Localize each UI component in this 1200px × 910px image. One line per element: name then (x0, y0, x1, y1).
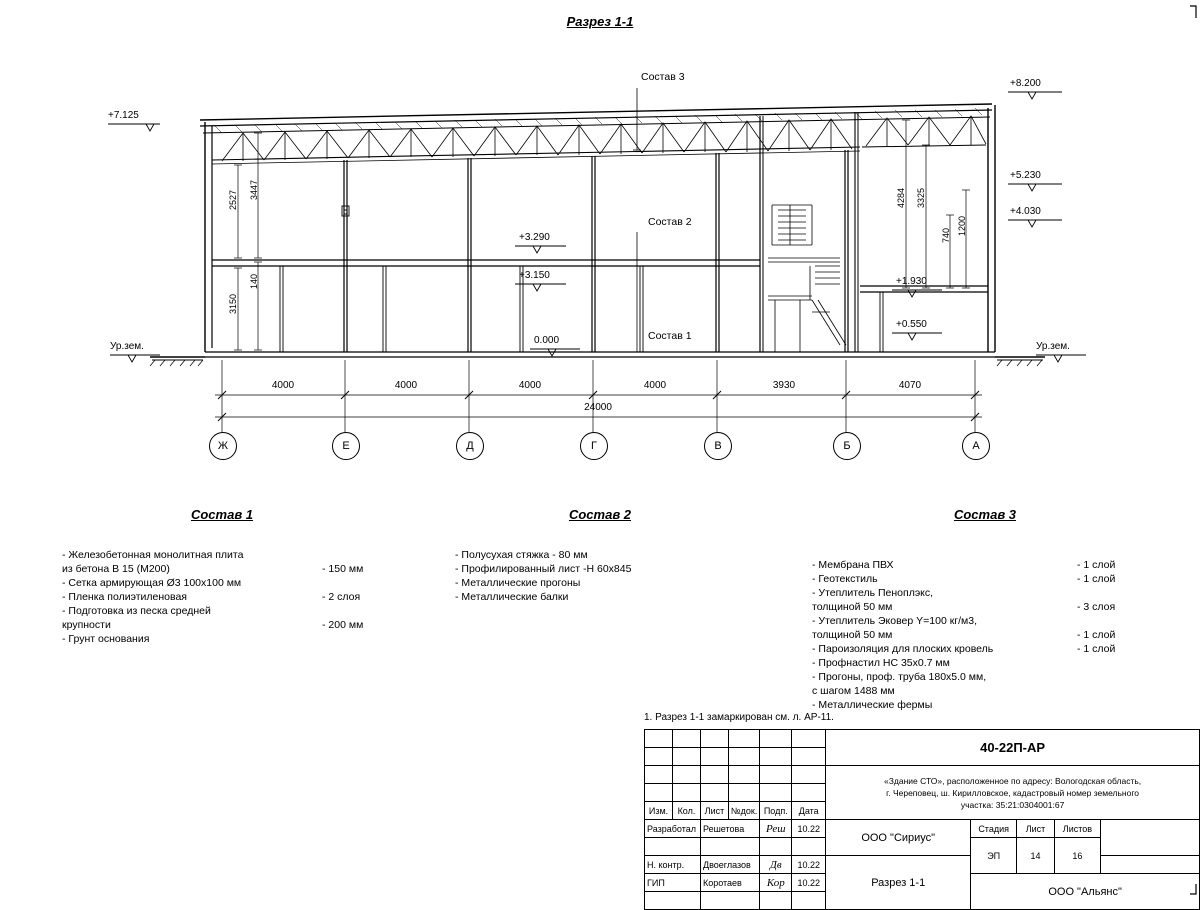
date-cell: 10.22 (792, 820, 826, 838)
object-description (826, 766, 1200, 820)
stamp-empty-cell (672, 766, 700, 784)
stamp-empty-cell (1100, 820, 1199, 856)
composition-2-title: Состав 2 (568, 507, 632, 522)
project-code: 40-22П-АР (826, 730, 1200, 766)
person-name: Двоеглазов (700, 856, 759, 874)
stamp-empty-cell (792, 748, 826, 766)
elevation-marker: +3.290 (519, 232, 550, 243)
span-dimension: 4000 (643, 380, 667, 391)
composition-1-list (62, 548, 442, 646)
lists-header: Листов (1054, 820, 1100, 838)
span-dimension: 4000 (518, 380, 542, 391)
elevation-marker: +1.930 (896, 276, 927, 287)
list-item: толщиной 50 мм - 3 слоя (812, 601, 1116, 613)
composition-3-title: Состав 3 (953, 507, 1017, 522)
signature: Дв (760, 856, 792, 874)
axis-bubble-d: Д (456, 432, 484, 460)
vertical-dimension: 140 (249, 274, 259, 290)
stamp-empty-cell (645, 892, 701, 910)
axis-bubble-g: Г (580, 432, 608, 460)
person-name: Решетова (700, 820, 759, 838)
span-dimension: 3930 (772, 380, 796, 391)
span-dimension: 4070 (898, 380, 922, 391)
col-header-ndok: №док. (728, 802, 759, 820)
vertical-dimension: 4284 (896, 188, 906, 209)
vertical-dimension: 1200 (957, 216, 967, 237)
role-label: Н. контр. (645, 856, 701, 874)
span-dimension: 4000 (271, 380, 295, 391)
stamp-empty-cell (728, 730, 759, 748)
stamp-empty-cell (645, 766, 673, 784)
elevation-marker: +7.125 (108, 110, 139, 121)
stamp-empty-cell (760, 748, 792, 766)
list-item: - Грунт основания (62, 633, 150, 645)
list-item: из бетона В 15 (М200) - 150 мм (62, 563, 364, 575)
list-item: - Металлические балки (455, 591, 569, 603)
stamp-empty-cell (645, 730, 673, 748)
stage-value: ЭП (971, 838, 1017, 874)
composition-2-list (455, 548, 775, 604)
callout-sostav-3: Состав 3 (641, 71, 685, 83)
list-item: - Полусухая стяжка - 80 мм (455, 549, 588, 561)
stamp-empty-cell (792, 784, 826, 802)
object-line-3: участка: 35:21:0304001:67 (960, 799, 1065, 810)
stamp-empty-cell (728, 748, 759, 766)
ground-level-label-right: Ур.зем. (1036, 341, 1070, 352)
col-header-data: Дата (792, 802, 826, 820)
date-cell: 10.22 (792, 856, 826, 874)
list-item: - Профнастил НС 35х0.7 мм (812, 657, 950, 669)
composition-3-list (812, 558, 1182, 712)
list-item: толщиной 50 мм - 1 слой (812, 629, 1116, 641)
vertical-dimension: 3325 (916, 188, 926, 209)
list-item: крупности - 200 мм (62, 619, 364, 631)
drawing-note: 1. Разрез 1-1 замаркирован см. л. АР-11. (644, 712, 834, 723)
col-header-podp: Подп. (760, 802, 792, 820)
object-line-2: г. Череповец, ш. Кирилловское, кадастровый номер земельного (886, 787, 1139, 798)
stamp-empty-cell (792, 766, 826, 784)
elevation-marker: +3.150 (519, 270, 550, 281)
stamp-empty-cell (645, 784, 673, 802)
ground-level-label-left: Ур.зем. (110, 341, 144, 352)
list-item: - Металлические фермы (812, 699, 933, 711)
date-cell: 10.22 (792, 874, 826, 892)
organization-top: ООО "Сириус" (826, 820, 971, 856)
axis-bubble-zh: Ж (209, 432, 237, 460)
vertical-dimension: 740 (941, 228, 951, 244)
list-item: - Геотекстиль - 1 слой (812, 573, 1116, 585)
elevation-marker: +0.550 (896, 319, 927, 330)
stage-header: Стадия (971, 820, 1017, 838)
stamp-empty-cell (1100, 856, 1199, 874)
vertical-dimension: 3447 (249, 180, 259, 201)
sheet-title: Разрез 1-1 (826, 856, 971, 910)
total-dimension: 24000 (584, 402, 612, 413)
col-header-kol: Кол. (672, 802, 700, 820)
role-label: Разработал (645, 820, 701, 838)
vertical-dimension: 2527 (228, 190, 238, 211)
organization-bottom: ООО "Альянс" (971, 874, 1200, 910)
section-title: Разрез 1-1 (566, 14, 634, 29)
stamp-empty-cell (792, 892, 826, 910)
stamp-empty-cell (728, 784, 759, 802)
list-item: - Профилированный лист -Н 60х845 (455, 563, 632, 575)
lists-value: 16 (1054, 838, 1100, 874)
col-header-izm: Изм. (645, 802, 673, 820)
stamp-empty-cell (672, 784, 700, 802)
elevation-marker: +4.030 (1010, 206, 1041, 217)
elevation-marker: +5.230 (1010, 170, 1041, 181)
signature: Реш (760, 820, 792, 838)
axis-bubble-e: Е (332, 432, 360, 460)
stamp-empty-cell (700, 748, 728, 766)
axis-bubble-a: А (962, 432, 990, 460)
axis-bubble-b: Б (833, 432, 861, 460)
stamp-empty-cell (672, 730, 700, 748)
object-line-1: «Здание СТО», расположенное по адресу: Вологодская область, (884, 775, 1142, 786)
title-block (644, 729, 1200, 910)
elevation-marker: 0.000 (534, 335, 560, 346)
list-item: - Железобетонная монолитная плита (62, 549, 244, 561)
span-dimension: 4000 (394, 380, 418, 391)
list-item: - Мембрана ПВХ - 1 слой (812, 559, 1116, 571)
col-header-list: Лист (700, 802, 728, 820)
list-item: - Подготовка из песка средней (62, 605, 211, 617)
list-header: Лист (1017, 820, 1055, 838)
list-item: - Металлические прогоны (455, 577, 581, 589)
list-item: - Утеплитель Пеноплэкс, (812, 587, 934, 599)
signature: Кор (760, 874, 792, 892)
stamp-empty-cell (700, 730, 728, 748)
stamp-empty-cell (672, 748, 700, 766)
person-name: Коротаев (700, 874, 759, 892)
stamp-empty-cell (700, 766, 728, 784)
stamp-empty-cell (760, 892, 792, 910)
list-item: - Пароизоляция для плоских кровель - 1 слой (812, 643, 1116, 655)
stamp-empty-cell (760, 838, 792, 856)
stamp-empty-cell (760, 730, 792, 748)
stamp-empty-cell (645, 748, 673, 766)
elevation-marker: +8.200 (1010, 78, 1041, 89)
role-label: ГИП (645, 874, 701, 892)
list-item: - Пленка полиэтиленовая - 2 слоя (62, 591, 361, 603)
stamp-empty-cell (760, 766, 792, 784)
list-item: с шагом 1488 мм (812, 685, 895, 697)
stamp-empty-cell (760, 784, 792, 802)
list-item: - Утеплитель Эковер Y=100 кг/м3, (812, 615, 978, 627)
vertical-dimension: 3150 (228, 294, 238, 315)
list-item: - Прогоны, проф. труба 180х5.0 мм, (812, 671, 987, 683)
callout-sostav-2: Состав 2 (648, 216, 692, 228)
stamp-empty-cell (700, 784, 728, 802)
stamp-empty-cell (792, 730, 826, 748)
callout-sostav-1: Состав 1 (648, 330, 692, 342)
axis-bubble-v: В (704, 432, 732, 460)
stamp-empty-cell (700, 838, 759, 856)
stamp-empty-cell (700, 892, 759, 910)
stamp-empty-cell (728, 766, 759, 784)
list-value: 14 (1017, 838, 1055, 874)
stamp-empty-cell (645, 838, 701, 856)
list-item: - Сетка армирующая Ø3 100х100 мм (62, 577, 242, 589)
composition-1-title: Состав 1 (190, 507, 254, 522)
stamp-empty-cell (792, 838, 826, 856)
